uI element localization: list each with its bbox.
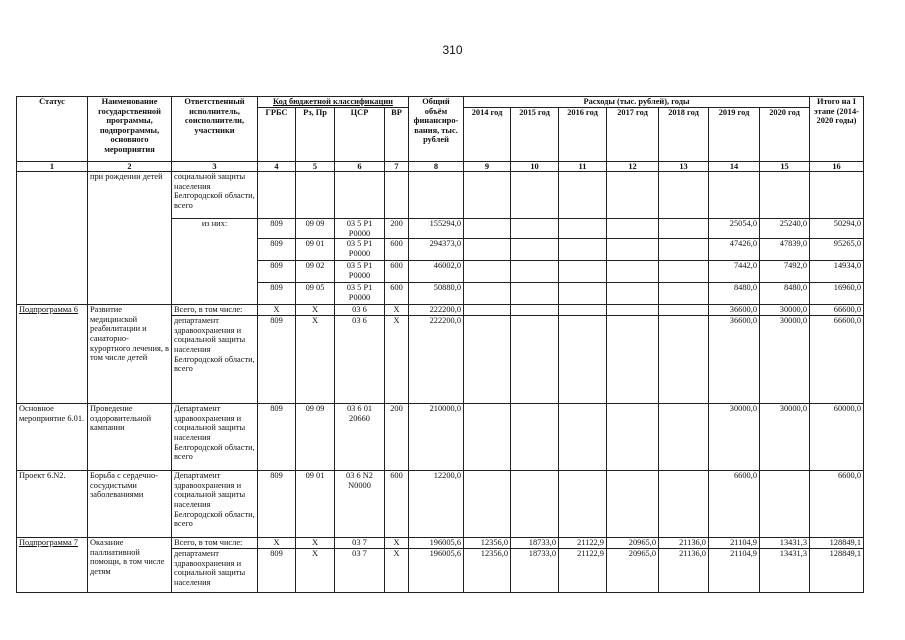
cell-year: 20965,0 [607, 549, 659, 593]
cell-year [464, 219, 511, 239]
cell-status: Подпрограмма 6 [17, 305, 88, 404]
header-expenses: Расходы (тыс. рублей), годы [464, 97, 810, 108]
cell-responsible: Всего, в том числе: [172, 538, 258, 549]
cell-year [511, 239, 559, 261]
cell-volume: 196005,6 [409, 549, 464, 593]
cell-responsible: департамент здравоохранения и социальной защиты населения Белгородской области, всего [172, 316, 258, 404]
header-volume: Общий объём финансиро-вания, тыс. рублей [409, 97, 464, 162]
cell-year [607, 316, 659, 404]
column-number: 12 [607, 162, 659, 172]
cell-rzpr: 09 02 [296, 261, 335, 283]
header-year-2020: 2020 год [760, 107, 810, 161]
cell-year: 36600,0 [709, 305, 760, 316]
cell-total: 14934,0 [810, 261, 864, 283]
cell-year: 30000,0 [760, 404, 810, 471]
cell-year [659, 305, 709, 316]
cell-year: 21104,9 [709, 549, 760, 593]
cell-total [810, 172, 864, 219]
cell-year [659, 283, 709, 305]
column-number: 8 [409, 162, 464, 172]
cell-rzpr: X [296, 538, 335, 549]
header-year-2014: 2014 год [464, 107, 511, 161]
cell-rzpr: X [296, 549, 335, 593]
column-number: 7 [385, 162, 409, 172]
cell-total: 66600,0 [810, 305, 864, 316]
header-total: Итого на I этапе (2014-2020 годы) [810, 97, 864, 162]
table-row [17, 172, 864, 219]
cell-year [659, 316, 709, 404]
cell-rzpr: 09 05 [296, 283, 335, 305]
cell-year [511, 471, 559, 538]
cell-year: 12356,0 [464, 549, 511, 593]
cell-year: 13431,3 [760, 549, 810, 593]
cell-year [511, 305, 559, 316]
header-year-2019: 2019 год [709, 107, 760, 161]
header-status: Статус [17, 97, 88, 162]
cell-csr: 03 5 P1 P0000 [335, 283, 385, 305]
cell-csr: 03 7 [335, 538, 385, 549]
header-vr: ВР [385, 107, 409, 161]
column-number: 1 [17, 162, 88, 172]
cell-year [464, 404, 511, 471]
cell-year: 21136,0 [659, 549, 709, 593]
cell-name: при рождении детей [88, 172, 172, 305]
cell-year [760, 172, 810, 219]
cell-year [659, 471, 709, 538]
cell-year [464, 239, 511, 261]
cell-total: 16960,0 [810, 283, 864, 305]
table-row [17, 404, 864, 471]
page-number: 310 [442, 43, 463, 57]
column-number: 9 [464, 162, 511, 172]
column-number: 14 [709, 162, 760, 172]
cell-year [760, 471, 810, 538]
cell-status: Основное мероприятие 6.01. [17, 404, 88, 471]
cell-vr: 600 [385, 471, 409, 538]
column-number: 6 [335, 162, 385, 172]
cell-grbs: 809 [258, 239, 296, 261]
column-number: 2 [88, 162, 172, 172]
cell-rzpr: X [296, 316, 335, 404]
column-number: 16 [810, 162, 864, 172]
cell-volume: 196005,6 [409, 538, 464, 549]
cell-year [464, 471, 511, 538]
budget-table-container [16, 96, 864, 593]
cell-responsible: Департамент здравоохранения и социальной защиты населения Белгородской области, всего [172, 471, 258, 538]
cell-year: 12356,0 [464, 538, 511, 549]
table-row [17, 538, 864, 549]
cell-year [607, 305, 659, 316]
cell-volume: 46002,0 [409, 261, 464, 283]
cell-year [659, 404, 709, 471]
cell-year [511, 316, 559, 404]
table-row [17, 305, 864, 316]
header-year-2016: 2016 год [559, 107, 607, 161]
cell-volume: 210000,0 [409, 404, 464, 471]
cell-rzpr: 09 01 [296, 239, 335, 261]
cell-year: 8480,0 [760, 283, 810, 305]
cell-year [511, 172, 559, 219]
cell-rzpr: 09 01 [296, 471, 335, 538]
cell-year [607, 283, 659, 305]
cell-rzpr: X [296, 305, 335, 316]
cell-vr: X [385, 316, 409, 404]
cell-grbs: 809 [258, 404, 296, 471]
cell-year: 25054,0 [709, 219, 760, 239]
cell-total: 6600,0 [810, 471, 864, 538]
cell-total: 95265,0 [810, 239, 864, 261]
cell-year [464, 316, 511, 404]
cell-year [659, 172, 709, 219]
cell-vr: X [385, 549, 409, 593]
cell-year: 30000,0 [760, 316, 810, 404]
cell-year [511, 283, 559, 305]
cell-total: 60000,0 [810, 404, 864, 471]
cell-year [511, 404, 559, 471]
cell-rzpr [296, 172, 335, 219]
cell-vr: 600 [385, 239, 409, 261]
cell-year: 30000,0 [709, 404, 760, 471]
cell-year [559, 404, 607, 471]
cell-total: 50294,0 [810, 219, 864, 239]
cell-total: 66600,0 [810, 316, 864, 404]
cell-grbs: 809 [258, 219, 296, 239]
cell-year [559, 261, 607, 283]
header-budget-code: Код бюджетной классификации [258, 97, 409, 108]
cell-csr: 03 6 [335, 316, 385, 404]
cell-grbs: 809 [258, 283, 296, 305]
cell-vr: 200 [385, 404, 409, 471]
cell-year [607, 219, 659, 239]
cell-grbs: 809 [258, 261, 296, 283]
cell-year: 13431,3 [760, 538, 810, 549]
cell-csr: 03 5 P1 P0000 [335, 219, 385, 239]
cell-vr: X [385, 305, 409, 316]
cell-year [511, 261, 559, 283]
cell-year: 18733,0 [511, 538, 559, 549]
cell-csr: 03 6 01 20660 [335, 404, 385, 471]
cell-csr: 03 5 P1 P0000 [335, 261, 385, 283]
header-row-1 [17, 97, 864, 108]
cell-year [607, 471, 659, 538]
cell-year [464, 283, 511, 305]
cell-name: Борьба с сердечно-сосудистыми заболеваниями [88, 471, 172, 538]
cell-year [559, 305, 607, 316]
cell-responsible: из них: [172, 219, 258, 305]
cell-year: 30000,0 [760, 305, 810, 316]
cell-year [607, 261, 659, 283]
column-number: 10 [511, 162, 559, 172]
cell-status [17, 172, 88, 305]
header-csr: ЦСР [335, 107, 385, 161]
cell-csr: 03 6 N2 N0000 [335, 471, 385, 538]
cell-year [559, 283, 607, 305]
cell-vr: 600 [385, 283, 409, 305]
cell-year [559, 172, 607, 219]
cell-grbs: 809 [258, 549, 296, 593]
cell-year: 21136,0 [659, 538, 709, 549]
cell-vr: 200 [385, 219, 409, 239]
cell-grbs: X [258, 305, 296, 316]
cell-year [659, 219, 709, 239]
cell-year: 18733,0 [511, 549, 559, 593]
cell-volume: 294373,0 [409, 239, 464, 261]
cell-grbs: 809 [258, 471, 296, 538]
cell-total: 128849,1 [810, 549, 864, 593]
cell-volume: 222200,0 [409, 305, 464, 316]
cell-year: 8480,0 [709, 283, 760, 305]
header-rzpr: Рз, Пр [296, 107, 335, 161]
cell-year [511, 219, 559, 239]
cell-csr: 03 6 [335, 305, 385, 316]
cell-year [559, 239, 607, 261]
cell-responsible: Всего, в том числе: [172, 305, 258, 316]
cell-year [464, 261, 511, 283]
cell-year [659, 261, 709, 283]
cell-year: 7442,0 [709, 261, 760, 283]
cell-volume: 50880,0 [409, 283, 464, 305]
cell-year [709, 172, 760, 219]
cell-vr: X [385, 538, 409, 549]
header-year-2017: 2017 год [607, 107, 659, 161]
cell-vr: 600 [385, 261, 409, 283]
column-number: 15 [760, 162, 810, 172]
cell-year: 25240,0 [760, 219, 810, 239]
cell-grbs [258, 172, 296, 219]
cell-responsible: департамент здравоохранения и социальной защиты населения [172, 549, 258, 593]
cell-year: 20965,0 [607, 538, 659, 549]
cell-year [559, 471, 607, 538]
cell-grbs: X [258, 538, 296, 549]
cell-total: 128849,1 [810, 538, 864, 549]
cell-year [607, 172, 659, 219]
cell-csr: 03 5 P1 P0000 [335, 239, 385, 261]
cell-year [559, 219, 607, 239]
column-number: 3 [172, 162, 258, 172]
cell-status: Проект 6.N2. [17, 471, 88, 538]
cell-vr [385, 172, 409, 219]
cell-year: 47839,0 [760, 239, 810, 261]
column-number-row [17, 162, 864, 172]
cell-year: 21122,9 [559, 538, 607, 549]
header-year-2015: 2015 год [511, 107, 559, 161]
column-number: 11 [559, 162, 607, 172]
cell-volume: 155294,0 [409, 219, 464, 239]
cell-year [464, 172, 511, 219]
cell-year [464, 305, 511, 316]
header-year-2018: 2018 год [659, 107, 709, 161]
column-number: 4 [258, 162, 296, 172]
column-number: 13 [659, 162, 709, 172]
cell-status: Подпрограмма 7 [17, 538, 88, 593]
table-row [17, 471, 864, 538]
cell-name: Оказание паллиативной помощи, в том числе детям [88, 538, 172, 593]
cell-rzpr: 09 09 [296, 404, 335, 471]
cell-year [607, 239, 659, 261]
cell-volume: 222200,0 [409, 316, 464, 404]
cell-csr [335, 172, 385, 219]
cell-year: 47426,0 [709, 239, 760, 261]
cell-volume [409, 172, 464, 219]
cell-year [559, 316, 607, 404]
cell-name: Проведение оздоровительной кампании [88, 404, 172, 471]
cell-year: 36600,0 [709, 316, 760, 404]
cell-year: 21122,9 [559, 549, 607, 593]
header-name: Наименование государственной программы, подпрограммы, основного мероприятия [88, 97, 172, 162]
cell-year: 21104,9 [709, 538, 760, 549]
cell-name: Развитие медицинской реабилитации и санаторно-курортного лечения, в том числе детей [88, 305, 172, 404]
header-responsible: Ответственный исполнитель, соисполнители, участники [172, 97, 258, 162]
budget-table [16, 96, 864, 593]
cell-grbs: 809 [258, 316, 296, 404]
cell-responsible: Департамент здравоохранения и социальной защиты населения Белгородской области, всего [172, 404, 258, 471]
cell-year [607, 404, 659, 471]
column-number: 5 [296, 162, 335, 172]
cell-year: 6600,0 [709, 471, 760, 538]
cell-year [659, 239, 709, 261]
cell-responsible: социальной защиты населения Белгородской области, всего [172, 172, 258, 219]
cell-volume: 12200,0 [409, 471, 464, 538]
cell-rzpr: 09 09 [296, 219, 335, 239]
cell-csr: 03 7 [335, 549, 385, 593]
header-grbs: ГРБС [258, 107, 296, 161]
cell-year: 7492,0 [760, 261, 810, 283]
